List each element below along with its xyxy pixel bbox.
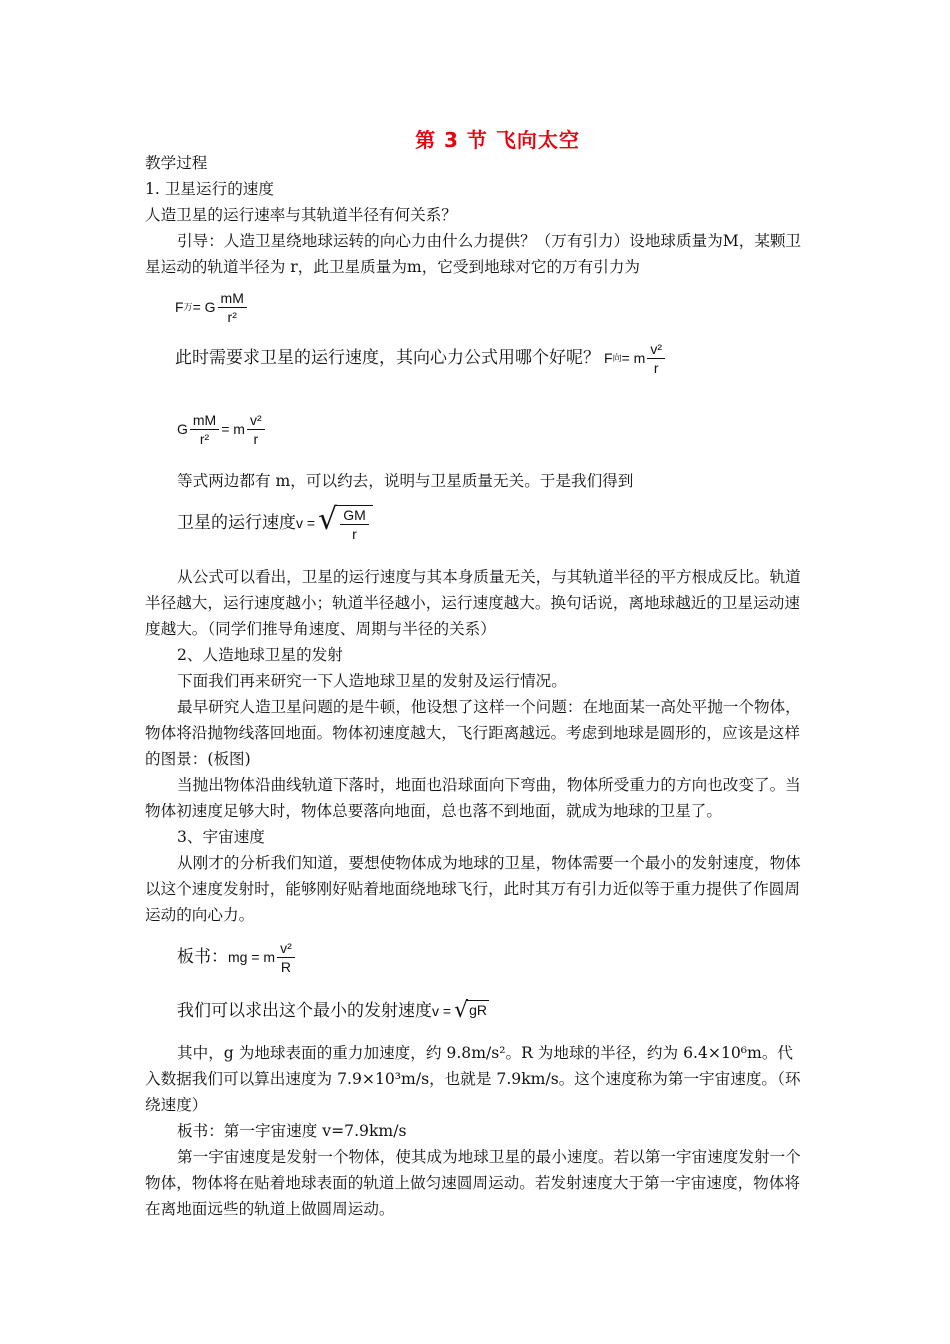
- section-2-intro: 下面我们再来研究一下人造地球卫星的发射及运行情况。: [177, 672, 567, 690]
- f1-fraction: [218, 291, 247, 324]
- f3-eq: = m: [221, 421, 245, 437]
- f1-eq: = G: [192, 299, 216, 315]
- formula-orbital-velocity: [177, 498, 805, 548]
- formula-gravitation: F 万 = G $\frac{mM}{\text{r²}}$: [175, 284, 805, 330]
- min-velocity-text: 我们可以求出这个最小的发射速度: [177, 1000, 432, 1021]
- document-body: [145, 150, 805, 1222]
- f2-eq: = m: [621, 350, 646, 366]
- f3-num2: v²: [247, 413, 265, 430]
- board-label: 板书：: [177, 946, 228, 967]
- f1-den: r²: [227, 308, 237, 325]
- f4-den: r: [352, 526, 357, 542]
- f3-g: G: [177, 421, 188, 437]
- f3-den2: r: [253, 430, 259, 447]
- f1-num: mM: [218, 291, 247, 308]
- formula-min-launch-speed: [177, 992, 805, 1030]
- f6-sqrt: [454, 1000, 489, 1022]
- f3-num1: mM: [190, 413, 219, 430]
- radical-sign-icon: √: [318, 502, 338, 537]
- f3-fraction-2: [247, 413, 265, 446]
- section-1-heading: 1. 卫星运行的速度: [145, 180, 274, 198]
- question-1: 人造卫星的运行速率与其轨道半径有何关系？: [145, 206, 457, 224]
- final-paragraph: 第一宇宙速度是发射一个物体，使其成为地球卫星的最小速度。若以第一宇宙速度发射一个物体，物体将在贴着地球表面的轨道上做匀速圆周运动。若发射速度大于第一宇宙速度，物体将在离地面远些的轨道上做圆周运动。: [145, 1148, 801, 1218]
- falling-paragraph: 当抛出物体沿曲线轨道下落时，地面也沿球面向下弯曲，物体所受重力的方向也改变了。当物体初速度足够大时，物体总要落向地面，总也落不到地面，就成为地球的卫星了。: [145, 776, 801, 820]
- f3-den1: r²: [199, 430, 210, 447]
- conclusion-paragraph: 从公式可以看出，卫星的运行速度与其本身质量无关，与其轨道半径的平方根成反比。轨道半径越大，运行速度越小；轨道半径越小，运行速度越大。换句话说，离地球越近的卫星运动速度越大。（同学们推导角速度、周期与半径的关系）: [145, 568, 801, 638]
- f5-num: v²: [277, 941, 295, 958]
- newton-paragraph: 最早研究人造卫星问题的是牛顿，他设想了这样一个问题：在地面某一高处平抛一个物体，物体将沿抛物线落回地面。物体初速度越大，飞行距离越远。考虑到地球是圆形的，应该是这样的图景：(板图): [145, 698, 801, 768]
- page-title: 第 3 节 飞向太空: [415, 128, 580, 152]
- f6-lhs: v =: [432, 1003, 452, 1019]
- formula-centripetal-line: 此时需要求卫星的运行速度，其向心力公式用哪个好呢？ F 向 = m $\frac{\text{v²}}{r}$: [175, 332, 805, 384]
- f5-fraction: [277, 941, 295, 974]
- f1-lhs: F: [175, 299, 184, 315]
- f4-num: GM: [340, 508, 369, 525]
- f2-fraction: [647, 342, 665, 375]
- formula-board-mg: [177, 932, 805, 982]
- formula-equality: [177, 404, 805, 454]
- data-paragraph: 其中，g 为地球表面的重力加速度，约 9.8m/s²。R 为地球的半径，约为 6.4×10⁶m。代入数据我们可以算出速度为 7.9×10³m/s，也就是 7.9km/s。这个速度称为第一宇宙速度。（环绕速度）: [145, 1044, 801, 1114]
- ask-text: 此时需要求卫星的运行速度，其向心力公式用哪个好呢？: [175, 347, 600, 368]
- cosmic-speed-paragraph: 从刚才的分析我们知道，要想使物体成为地球的卫星，物体需要一个最小的发射速度，物体以这个速度发射时，能够刚好贴着地面绕地球飞行，此时其万有引力近似等于重力提供了作圆周运动的向心力。: [145, 854, 801, 924]
- f4-sqrt: [318, 502, 373, 542]
- guide-paragraph: 引导：人造卫星绕地球运转的向心力由什么力提供？（万有引力）设地球质量为M，某颗卫星运动的轨道半径为 r，此卫星质量为m，它受到地球对它的万有引力为: [145, 232, 802, 276]
- f2-den: r: [653, 359, 659, 376]
- cancel-paragraph: 等式两边都有 m，可以约去，说明与卫星质量无关。于是我们得到: [177, 472, 634, 490]
- f2-lhs: F: [604, 350, 613, 366]
- velocity-label: 卫星的运行速度: [177, 512, 296, 533]
- f6-radicand: gR: [466, 1000, 489, 1022]
- section-2-heading: 2、人造地球卫星的发射: [177, 646, 343, 664]
- section-3-heading: 3、宇宙速度: [177, 828, 265, 846]
- f4-fraction: [340, 508, 369, 541]
- radical-sign-icon: √: [454, 998, 469, 1023]
- f4-lhs: v =: [296, 515, 316, 531]
- f3-fraction-1: [190, 413, 219, 446]
- f2-num: v²: [647, 342, 665, 359]
- f5-den: R: [280, 958, 291, 975]
- board-first-cosmic-speed: 板书：第一宇宙速度 v=7.9km/s: [177, 1122, 407, 1140]
- heading-teaching-process: 教学过程: [145, 154, 208, 172]
- f5-lhs: mg = m: [228, 949, 276, 965]
